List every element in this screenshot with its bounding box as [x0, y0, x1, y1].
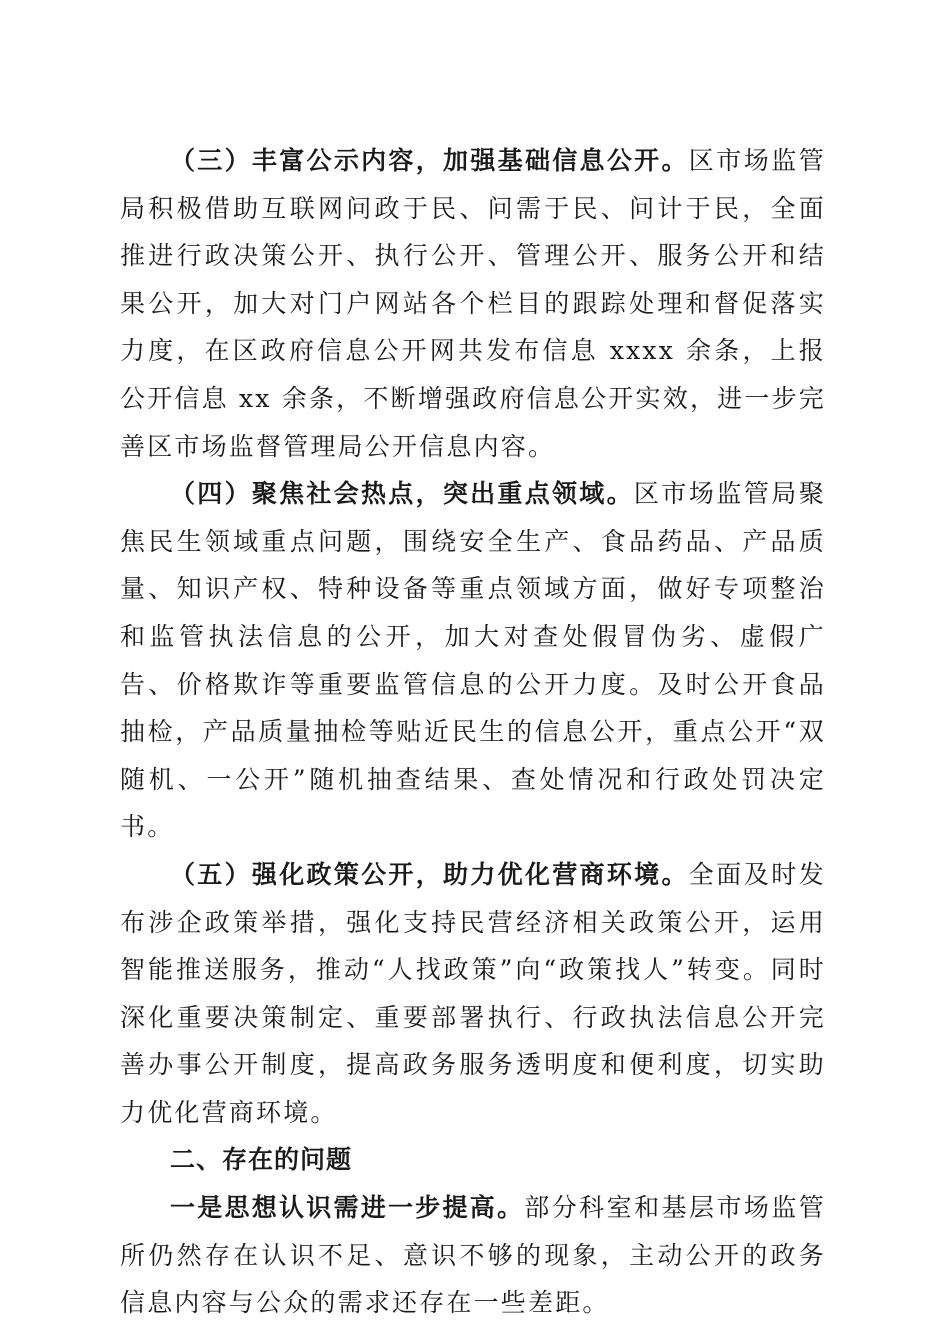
- section-5-body: 全面及时发布涉企政策举措，强化支持民营经济相关政策公开，运用智能推送服务，推动“人找政策”向“政策找人”转变。同时深化重要决策制定、重要部署执行、行政执法信息公开完善办事公开制度，提高政务服务透明度和便利度，切实助力优化营商环境。: [120, 859, 826, 1127]
- paragraph-section-3: [120, 137, 826, 470]
- problem-1-body: 部分科室和基层市场监管所仍然存在认识不足、意识不够的现象，主动公开的政务信息内容与公众的需求还存在一些差距。: [120, 1193, 826, 1318]
- section-4-body: 区市场监管局聚焦民生领域重点问题，围绕安全生产、食品药品、产品质量、知识产权、特种设备等重点领域方面，做好专项整治和监管执法信息的公开，加大对查处假冒伪劣、虚假广告、价格欺诈等重要监管信息的公开力度。及时公开食品抽检，产品质量抽检等贴近民生的信息公开，重点公开“双随机、一公开”随机抽查结果、查处情况和行政处罚决定书。: [120, 479, 826, 842]
- paragraph-section-4: [120, 470, 826, 851]
- section-4-lead: （四）聚焦社会热点，突出重点领域。: [170, 479, 634, 509]
- problem-1-lead: 一是思想认识需进一步提高。: [170, 1193, 525, 1223]
- section-heading-problems: 二、存在的问题: [170, 1145, 353, 1175]
- section-5-lead: （五）强化政策公开，助力优化营商环境。: [170, 859, 689, 889]
- paragraph-problem-1: [120, 1184, 826, 1327]
- section-3-body: 区市场监管局积极借助互联网问政于民、问需于民、问计于民，全面推进行政决策公开、执行公开、管理公开、服务公开和结果公开，加大对门户网站各个栏目的跟踪处理和督促落实力度，在区政府信息公开网共发布信息 xxxx 余条，上报公开信息 xx 余条，不断增强政府信息公开实效，进一步完善区市场监督管理局公开信息内容。: [120, 146, 826, 461]
- document-body: [120, 137, 826, 1327]
- paragraph-section-5: [120, 851, 826, 1137]
- section-3-lead: （三）丰富公示内容，加强基础信息公开。: [170, 146, 689, 175]
